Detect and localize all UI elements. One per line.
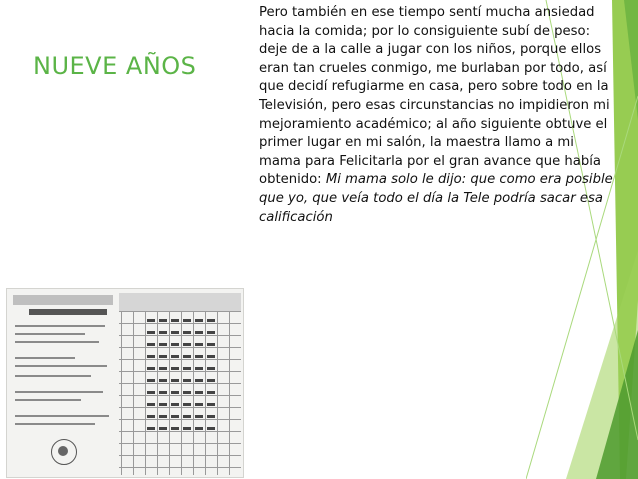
report-card-grades-grid: [119, 293, 241, 475]
body-paragraph: [259, 4, 617, 227]
seal-icon: [51, 439, 77, 465]
paragraph-text: Pero también en ese tiempo sentí mucha ansiedad hacia la comida; por lo consiguiente subí de peso: deje de a la calle a jugar con los niños, porque ellos eran tan crueles conmigo, me burlaban por todo, así que decidí refugiarme en casa, pero sobre todo en la Televisión, pero esas circunstancias no impidieron mi mejoramiento académico; al año siguiente obtuve el primer lugar en mi salón, la maestra llamo a mi mama para Felicitarla por el gran avance que había obtenido:: [259, 5, 610, 188]
report-card-left-panel: [11, 295, 115, 471]
report-card-image: [6, 288, 244, 478]
paragraph-quote: Mi mama solo le dijo: que como era posible que yo, que veía todo el día la Tele podría sacar esa calificación: [259, 172, 613, 225]
slide-title: NUEVE AÑOS: [33, 52, 197, 80]
